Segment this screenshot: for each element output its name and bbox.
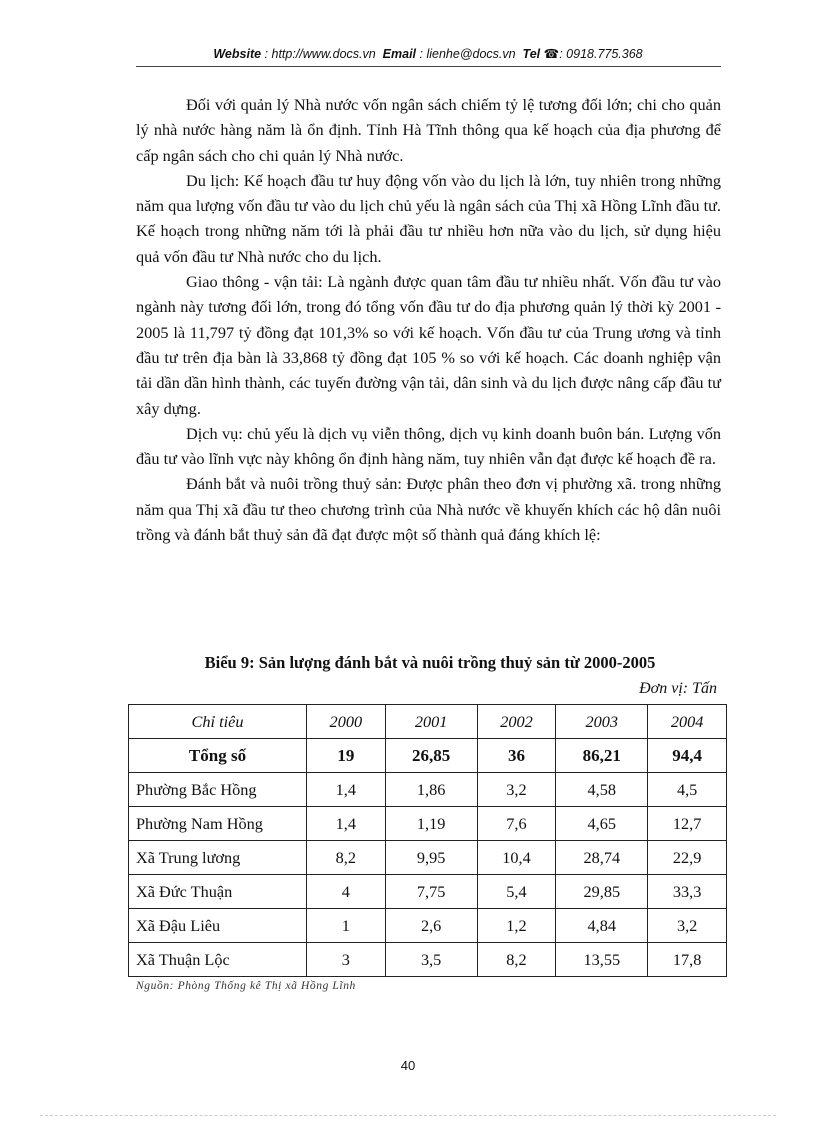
header-cell: 2001 [385,705,477,739]
fishery-table [128,704,727,977]
paragraph: Đánh bắt và nuôi trồng thuỷ sản: Được phân theo đơn vị phường xã. trong những năm qua Thị xã đầu tư theo chương trình của Nhà nước về khuyến khích các hộ dân nuôi trồng và đánh bắt thuỷ sản đã đạt được một số thành quả đáng khích lệ: [136,474,721,545]
table-cell: 17,8 [648,943,727,977]
table-cell: 28,74 [556,841,648,875]
table-title: Biểu 9: Sản lượng đánh bắt và nuôi trồng thuỷ sản từ 2000-2005 [204,653,656,672]
total-cell: 36 [477,739,556,773]
email-value[interactable]: : lienhe@docs.vn [419,47,516,61]
paragraph: Giao thông - vận tải: Là ngành được quan tâm đầu tư nhiều nhất. Vốn đầu tư vào ngành này tương đối lớn, trong đó tổng vốn đầu tư do địa phương quản lý thời kỳ 2001 - 2005 là 11,797 tỷ đồng đạt 101,3% so với kế hoạch. Vốn đầu tư của Trung ương và tỉnh đầu tư trên địa bàn là 33,868 tỷ đồng đạt 105 % so với kế hoạch. Các doanh nghiệp vận tải dần dần hình thành, các tuyến đường vận tải, dân sinh và du lịch được nâng cấp đầu tư xây dựng. [136,272,721,418]
table-cell: 1 [307,909,386,943]
total-cell: 86,21 [556,739,648,773]
table-total-row [129,739,727,773]
row-label: Xã Đậu Liêu [129,909,307,943]
table-header-row [129,705,727,739]
paragraph: Du lịch: Kế hoạch đầu tư huy động vốn vào du lịch là lớn, tuy nhiên trong những năm qua lượng vốn đầu tư vào du lịch chủ yếu là ngân sách của Thị xã Hồng Lĩnh đầu tư. Kế hoạch trong những năm tới là phải đầu tư nhiều hơn nữa vào du lịch, sử dụng hiệu quả vốn đầu tư Nhà nước cho du lịch. [136,170,721,266]
table-unit: Đơn vị: Tấn [639,680,717,697]
paragraph: Đối với quản lý Nhà nước vốn ngân sách chiếm tỷ lệ tương đối lớn; chi cho quản lý nhà nước hàng năm là ổn định. Tỉnh Hà Tĩnh thông qua kế hoạch của địa phương để cấp ngân sách cho chi quản lý Nhà nước. [136,95,721,165]
table-cell: 12,7 [648,807,727,841]
table-cell: 2,6 [385,909,477,943]
table-source: Nguồn: Phòng Thống kê Thị xã Hồng Lĩnh [136,980,356,992]
header-cell: 2002 [477,705,556,739]
table-cell: 1,19 [385,807,477,841]
table-cell: 7,6 [477,807,556,841]
table-cell: 1,4 [307,773,386,807]
row-label: Xã Đức Thuận [129,875,307,909]
header-cell: Chỉ tiêu [129,705,307,739]
table-cell: 3,2 [648,909,727,943]
table-cell: 13,55 [556,943,648,977]
table-cell: 4,65 [556,807,648,841]
table-cell: 33,3 [648,875,727,909]
table-row [129,943,727,977]
website-label: Website [213,47,262,61]
table-cell: 9,95 [385,841,477,875]
total-cell: 19 [307,739,386,773]
table-cell: 1,4 [307,807,386,841]
table-cell: 3,2 [477,773,556,807]
total-label: Tổng số [129,739,307,773]
table-cell: 29,85 [556,875,648,909]
table-cell: 4 [307,875,386,909]
website-value[interactable]: : http://www.docs.vn [264,47,376,61]
table-row [129,841,727,875]
row-label: Phường Bắc Hồng [129,773,307,807]
body-text [136,92,721,547]
footer-rule [40,1115,776,1116]
paragraph: Dịch vụ: chủ yếu là dịch vụ viễn thông, dịch vụ kinh doanh buôn bán. Lượng vốn đầu tư vào lĩnh vực này không ổn định hàng năm, tuy nhiên vẫn đạt được kế hoạch đề ra. [136,423,721,469]
table-cell: 3 [307,943,386,977]
header-cell: 2004 [648,705,727,739]
table-cell: 3,5 [385,943,477,977]
email-label: Email [382,47,417,61]
row-label: Xã Trung lương [129,841,307,875]
total-cell: 94,4 [648,739,727,773]
table-cell: 7,75 [385,875,477,909]
header-cell: 2003 [556,705,648,739]
total-cell: 26,85 [385,739,477,773]
table-cell: 1,2 [477,909,556,943]
table-row [129,773,727,807]
table-cell: 4,5 [648,773,727,807]
phone-icon: ☎ [543,47,560,61]
table-cell: 8,2 [477,943,556,977]
table-cell: 4,84 [556,909,648,943]
table-cell: 5,4 [477,875,556,909]
page-number: 40 [400,1058,416,1073]
page-header [136,46,720,61]
table-cell: 22,9 [648,841,727,875]
table-cell: 8,2 [307,841,386,875]
header-rule [136,66,721,67]
table-row [129,909,727,943]
table-cell: 10,4 [477,841,556,875]
tel-label: Tel [522,47,541,61]
tel-value: : 0918.775.368 [559,47,643,61]
header-cell: 2000 [307,705,386,739]
table-cell: 4,58 [556,773,648,807]
row-label: Phường Nam Hồng [129,807,307,841]
table-cell: 1,86 [385,773,477,807]
table-row [129,807,727,841]
table-row [129,875,727,909]
row-label: Xã Thuận Lộc [129,943,307,977]
